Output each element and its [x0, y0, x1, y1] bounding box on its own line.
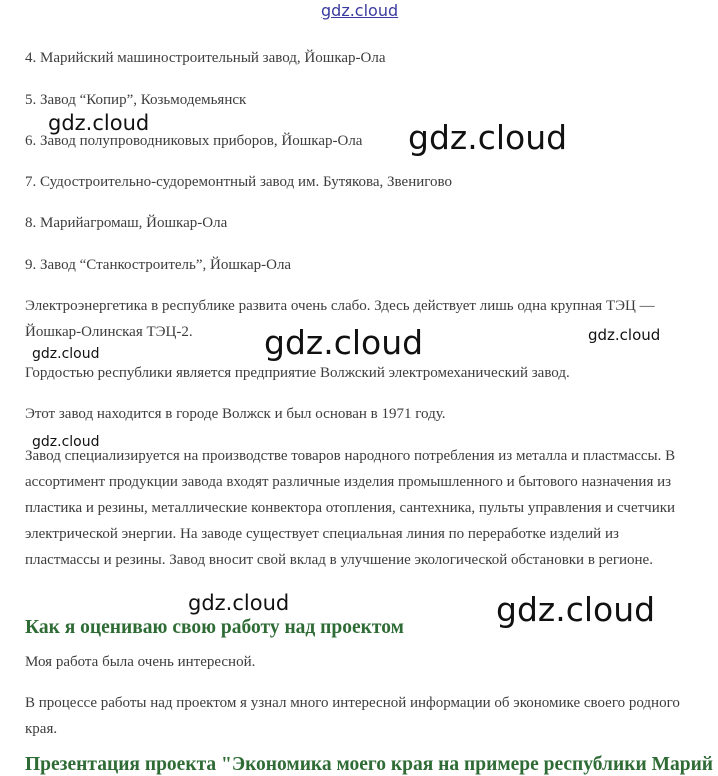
watermark: gdz.cloud [264, 323, 424, 362]
paragraph-founded: Этот завод находится в городе Волжск и был основан в 1971 году. [25, 406, 446, 422]
list-item: 6. Завод полупроводниковых приборов, Йошкар-Ола [25, 133, 363, 149]
list-item: 8. Марийагромаш, Йошкар-Ола [25, 215, 228, 231]
list-item: 7. Судостроительно-судоремонтный завод им. Бутякова, Звенигово [25, 174, 453, 190]
paragraph-pride: Гордостью республики является предприятие Волжский электромеханический завод. [25, 365, 570, 381]
list-item: 5. Завод “Копир”, Козьмодемьянск [25, 92, 247, 108]
presentation-heading: Презентация проекта "Экономика моего края на примере республики Марий [25, 754, 714, 775]
watermark: gdz.cloud [48, 111, 150, 135]
watermark: gdz.cloud [32, 346, 100, 362]
list-item: 9. Завод “Станкостроитель”, Йошкар-Ола [25, 257, 292, 273]
paragraph-specialization: Завод специализируется на производстве товаров народного потребления из металла и пластмассы. В ассортимент продукции завода входят различные изделия промышленного и бытового назначения из пластика и резины, металлические конвектора отопления, сантехника, пульты управления и счетчики электрической энергии. На заводе существует специальная линия по переработке изделий из пластмассы и резины. Завод вносит свой вклад в улучшение экологической обстановки в регионе. [25, 448, 676, 568]
paragraph-learned: В процессе работы над проектом я узнал много интересной информации об экономике своего родного края. [25, 695, 680, 737]
section-heading: Как я оцениваю свою работу над проектом [25, 617, 404, 638]
watermark: gdz.cloud [188, 591, 290, 615]
list-item: 4. Марийский машиностроительный завод, Йошкар-Ола [25, 50, 386, 66]
watermark: gdz.cloud [32, 434, 100, 450]
watermark: gdz.cloud [408, 118, 568, 157]
watermark-link[interactable]: gdz.cloud [321, 1, 399, 20]
paragraph-work: Моя работа была очень интересной. [25, 654, 256, 670]
watermark: gdz.cloud [588, 326, 661, 344]
paragraph-energy: Электроэнергетика в республике развита очень слабо. Здесь действует лишь одна крупная ТЭЦ — Йошкар-Олинская ТЭЦ-2. [25, 298, 655, 340]
watermark: gdz.cloud [496, 590, 656, 629]
